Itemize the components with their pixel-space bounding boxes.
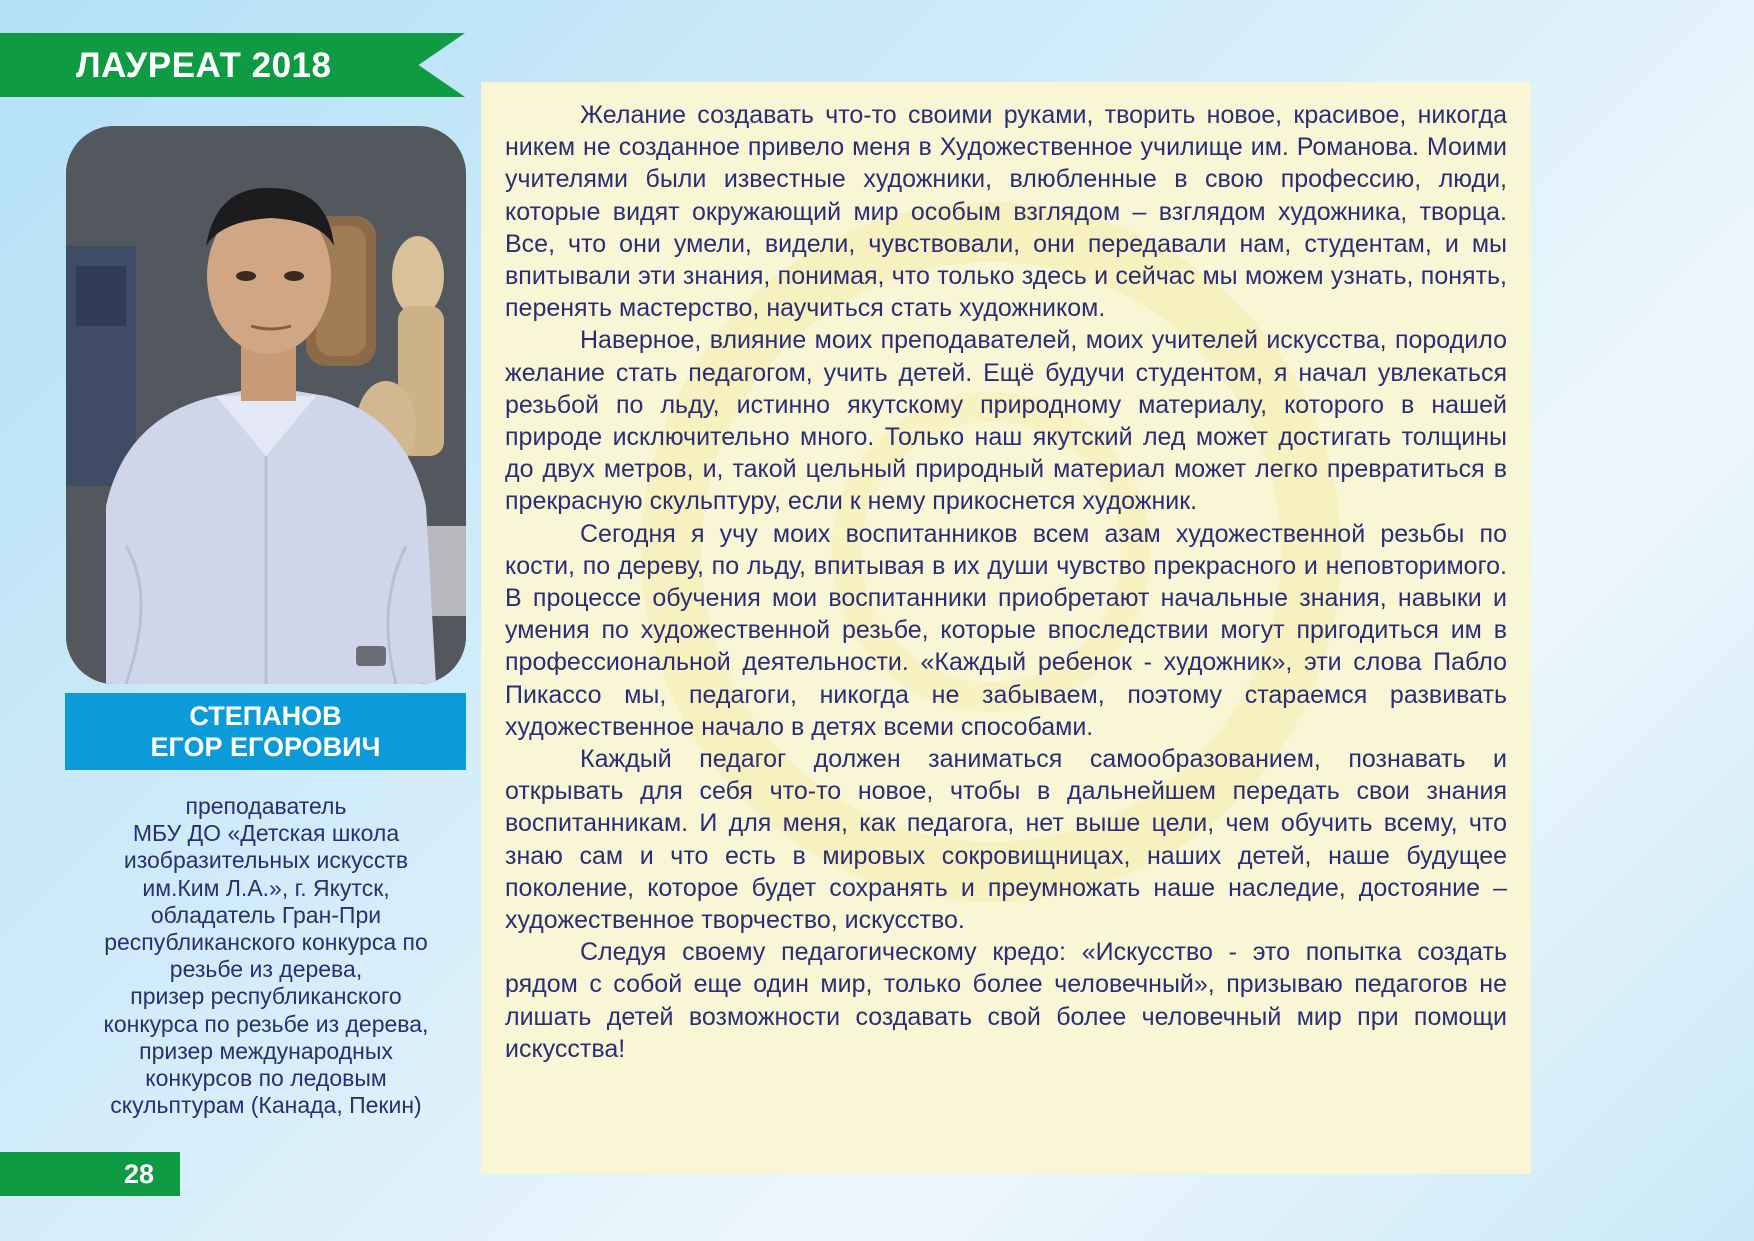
article-paragraph: Наверное, влияние моих преподавателей, моих учителей искусства, породило желание стать педагогом, учить детей. Ещё будучи студентом, я начал увлекаться резьбой по льду, истинно якутскому природному материалу, которого в нашей природе исключительно много. Только наш якутский лед может достигать толщины до двух метров, и, такой цельный природный материал может легко превратиться в прекрасную скульптуру, если к нему прикоснется художник. xyxy=(505,326,1507,516)
bio-line: обладатель Гран-При xyxy=(150,901,382,928)
bio-line: скульптурам (Канада, Пекин) xyxy=(110,1092,422,1119)
name-surname: СТЕПАНОВ xyxy=(189,701,342,731)
page-title: ЛАУРЕАТ 2018 xyxy=(76,46,332,85)
bio-line: конкурсов по ледовым xyxy=(145,1065,387,1092)
bio-line: изобразительных искусств xyxy=(123,847,409,874)
bio-line: МБУ ДО «Детская школа xyxy=(132,820,400,847)
name-given: ЕГОР ЕГОРОВИЧ xyxy=(150,732,381,762)
article-paragraph: Сегодня я учу моих воспитанников всем азам художественной резьбы по кости, по дереву, по льду, впитывая в их души чувство прекрасного и неповторимого. В процессе обучения мои воспитанники приобретают начальные знания, навыки и умения по художественной резьбе, которые впоследствии могут пригодиться им в профессиональной деятельности. «Каждый ребенок - художник», эти слова Пабло Пикассо мы, педагоги, никогда не забываем, поэтому стараемся развивать художественное начало в детях всеми способами. xyxy=(505,519,1507,741)
article-paragraph: Желание создавать что-то своими руками, творить новое, красивое, никогда никем не созданное привело меня в Художественное училище им. Романова. Моими учителями были известные художники, влюбленные в свою профессию, люди, которые видят окружающий мир особым взглядом – взглядом художника, творца. Все, что они умели, видели, чувствовали, они передавали нам, студентам, и мы впитывали эти знания, понимая, что только здесь и сейчас мы можем узнать, понять, перенять мастерство, научиться стать художником. xyxy=(505,101,1507,323)
bio-line: преподаватель xyxy=(185,793,347,819)
portrait-photo xyxy=(66,126,466,684)
bio xyxy=(66,793,466,1119)
bio-line: республиканского конкурса по xyxy=(104,929,428,956)
bio-line: резьбе из дерева, xyxy=(169,956,363,983)
article-paragraph: Следуя своему педагогическому кредо: «Искусство - это попытка создать рядом с собой еще один мир, только более человечный», призываю педагогов не лишать детей возможности создавать свой более человечный мир при помощи искусства! xyxy=(505,938,1507,1063)
page-number: 28 xyxy=(124,1159,155,1189)
article-paragraph: Каждый педагог должен заниматься самообразованием, познавать и открывать для себя что-то новое, чтобы в дальнейшем передать свои знания воспитанникам. И для меня, как педагога, нет выше цели, чем обучить всему, что знаю сам и что есть в мировых сокровищницах, наших детей, наше будущее поколение, которое будет сохранять и преумножать наше наследие, достояние – художественное творчество, искусство. xyxy=(505,745,1507,935)
bio-line: призер международных xyxy=(139,1037,393,1064)
article-text-box xyxy=(481,82,1531,1174)
name-banner xyxy=(65,693,466,770)
bio-line: призер республиканского xyxy=(130,983,402,1010)
bio-line: конкурса по резьбе из дерева, xyxy=(103,1010,429,1037)
bio-line: им.Ким Л.А.», г. Якутск, xyxy=(142,874,390,901)
page-number-box xyxy=(0,1152,180,1196)
